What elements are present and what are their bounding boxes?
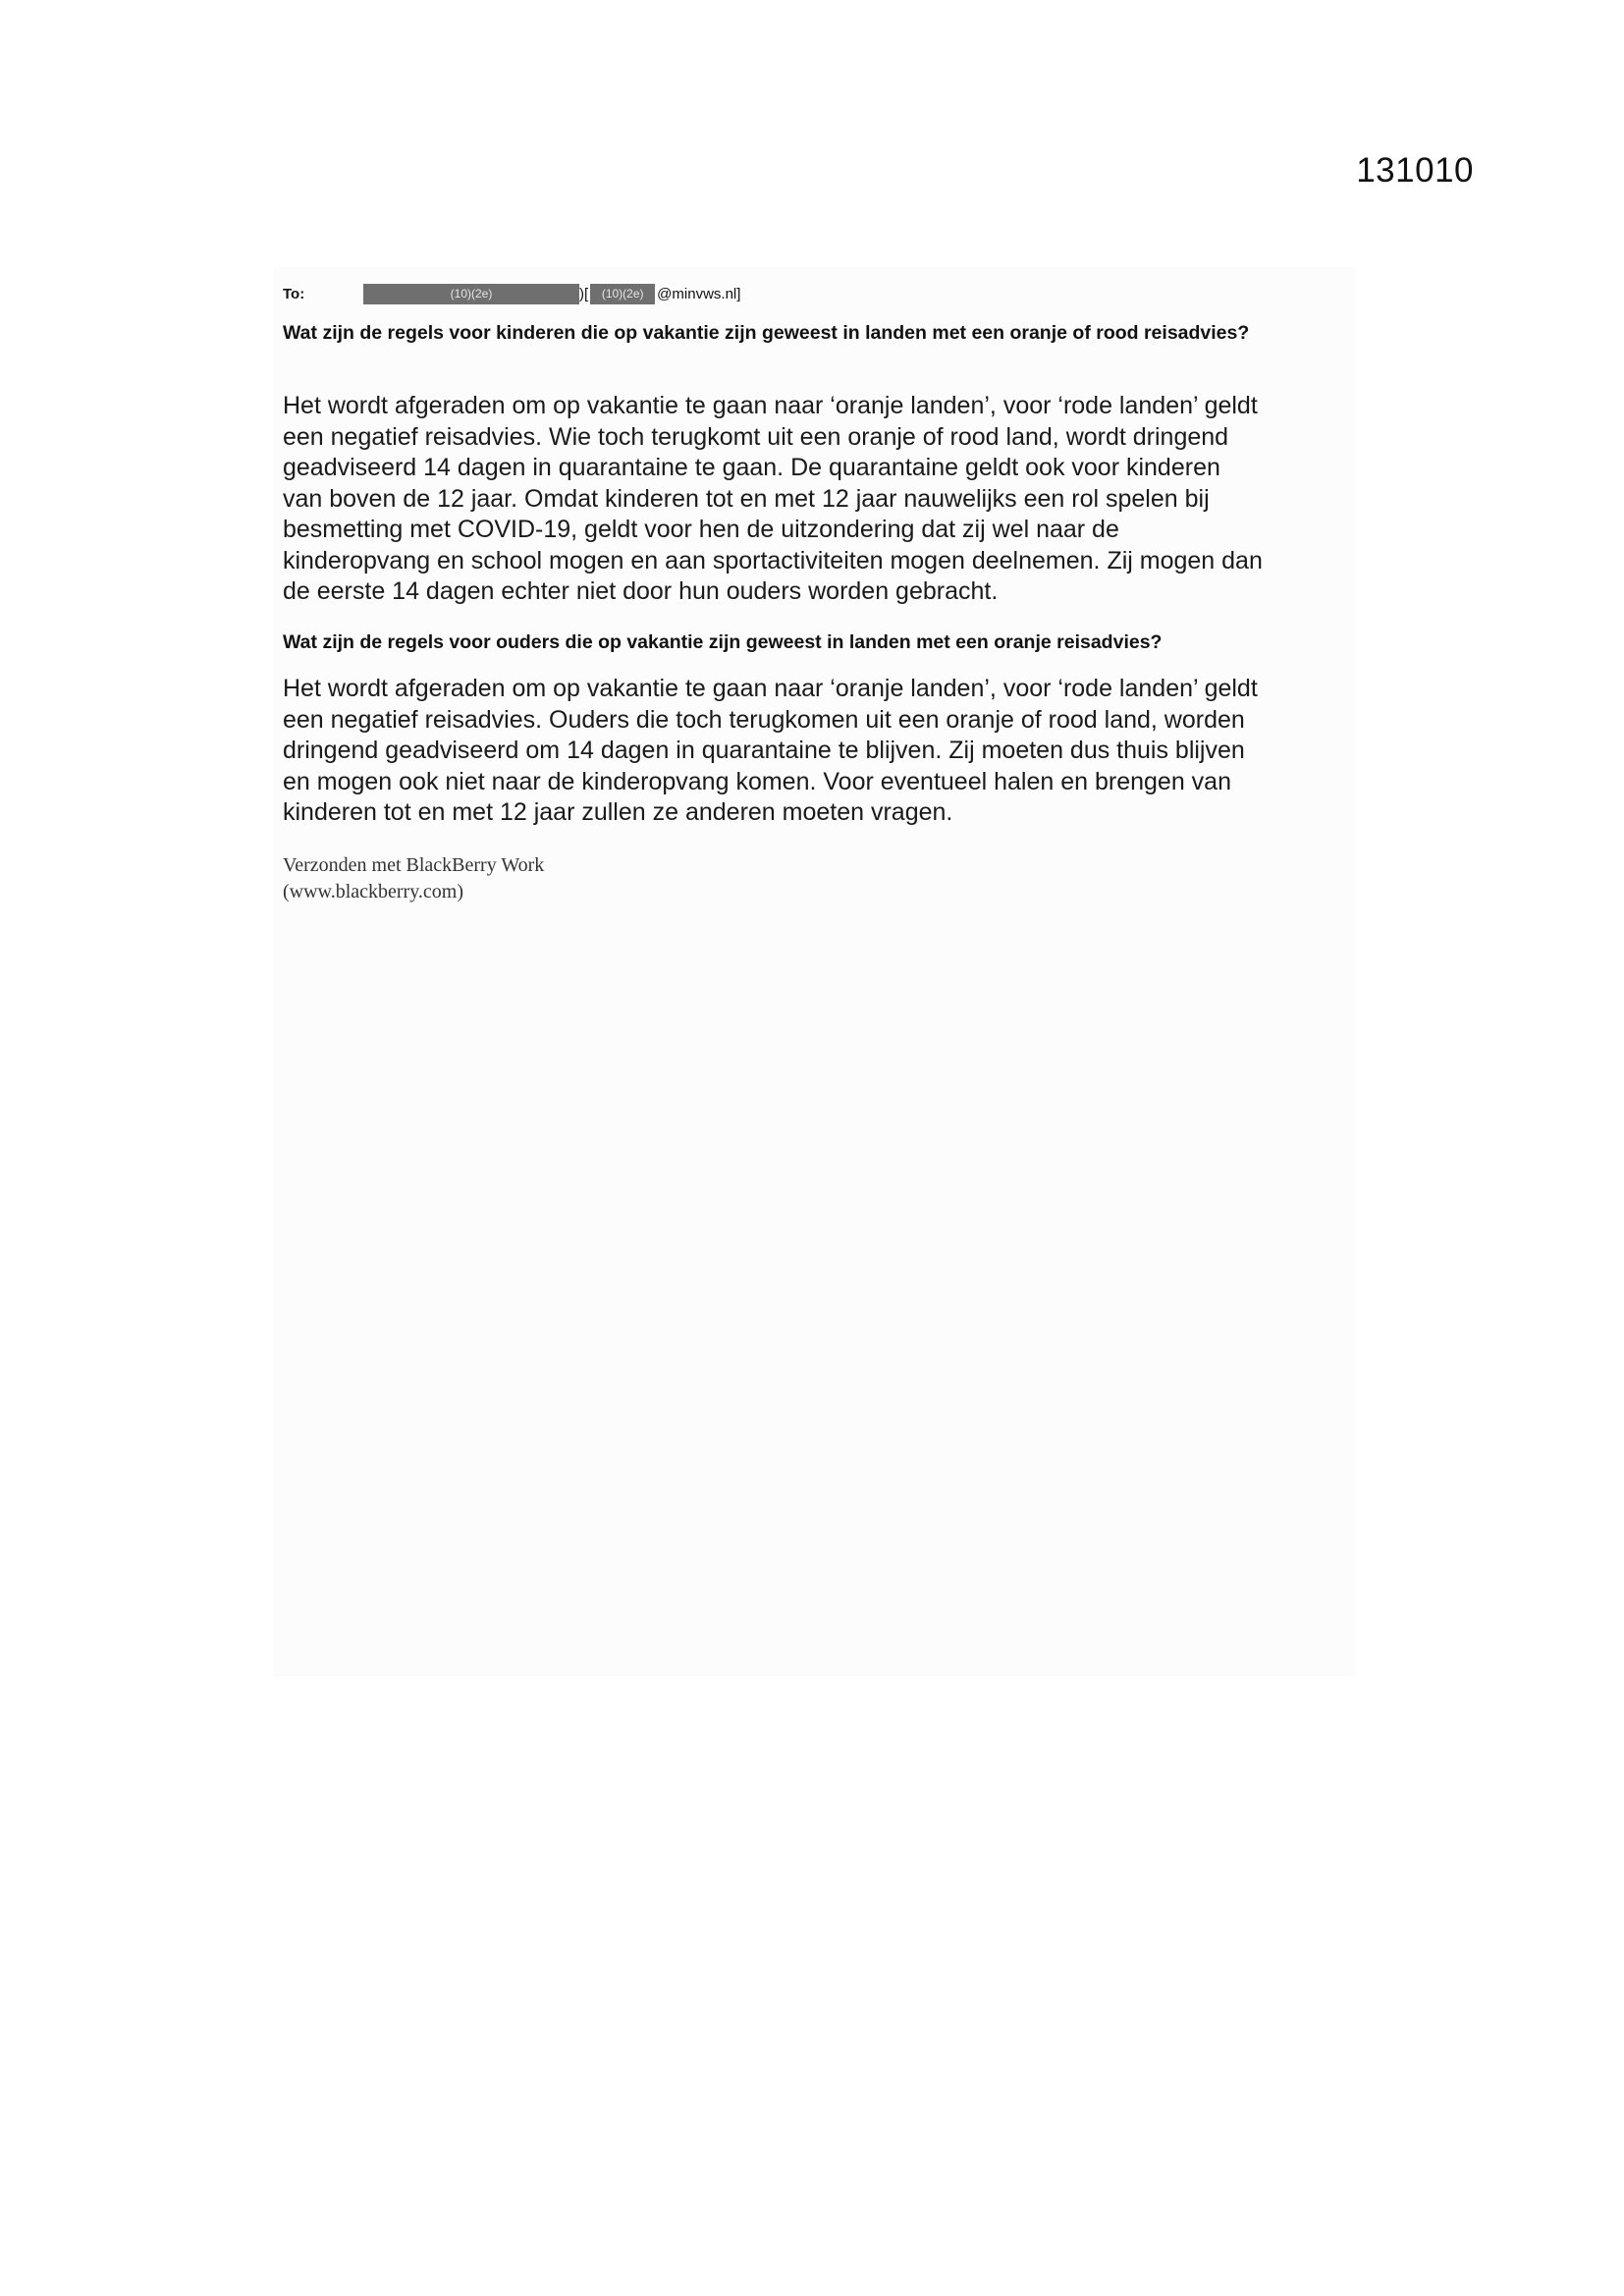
answer-line: Het wordt afgeraden om op vakantie te gaan naar ‘oranje landen’, voor ‘rode landen’ geldt xyxy=(283,675,1258,702)
answer-line: kinderopvang en school mogen en aan sportactiviteiten mogen deelnemen. Zij mogen dan xyxy=(283,546,1263,574)
address-domain: @minvws.nl] xyxy=(657,285,741,302)
answer-line: van boven de 12 jaar. Omdat kinderen tot en met 12 jaar nauwelijks een rol spelen bij xyxy=(283,484,1210,513)
address-separator: )[ xyxy=(579,285,589,302)
page-number: 131010 xyxy=(1356,151,1474,190)
signature-text: Verzonden met BlackBerry Work xyxy=(283,854,545,876)
answer-line: kinderen tot en met 12 jaar zullen ze anderen moeten vragen. xyxy=(283,798,953,826)
redaction-block: (10)(2e) xyxy=(363,284,579,304)
answer-line: dringend geadviseerd om 14 dagen in quarantaine te blijven. Zij moeten dus thuis blijven xyxy=(283,737,1245,764)
answer-paragraph xyxy=(283,674,1363,829)
question-heading: Wat zijn de regels voor ouders die op vakantie zijn geweest in landen met een oranje reisadvies? xyxy=(283,631,1163,653)
answer-line: besmetting met COVID-19, geldt voor hen de uitzondering dat zij wel naar de xyxy=(283,516,1119,543)
answer-line: een negatief reisadvies. Wie toch terugkomt uit een oranje of rood land, wordt dringend xyxy=(283,422,1229,451)
answer-line: en mogen ook niet naar de kinderopvang komen. Voor eventueel halen en brengen van xyxy=(283,767,1231,795)
recipient-line xyxy=(283,283,740,304)
answer-line: de eerste 14 dagen echter niet door hun ouders worden gebracht. xyxy=(283,577,999,605)
email-body xyxy=(273,267,1356,1676)
answer-line: geadviseerd 14 dagen in quarantaine te gaan. De quarantaine geldt ook voor kinderen xyxy=(283,454,1220,481)
redaction-block: (10)(2e) xyxy=(590,284,655,304)
to-label: To: xyxy=(283,285,305,302)
email-signature xyxy=(283,852,544,905)
answer-line: Het wordt afgeraden om op vakantie te gaan naar ‘oranje landen’, voor ‘rode landen’ geldt xyxy=(283,392,1258,419)
answer-line: een negatief reisadvies. Ouders die toch terugkomen uit een oranje of rood land, worden xyxy=(283,705,1245,734)
signature-link: (www.blackberry.com) xyxy=(283,881,463,902)
answer-paragraph xyxy=(283,391,1363,608)
question-heading: Wat zijn de regels voor kinderen die op vakantie zijn geweest in landen met een oranje of rood reisadvies? xyxy=(283,322,1250,344)
